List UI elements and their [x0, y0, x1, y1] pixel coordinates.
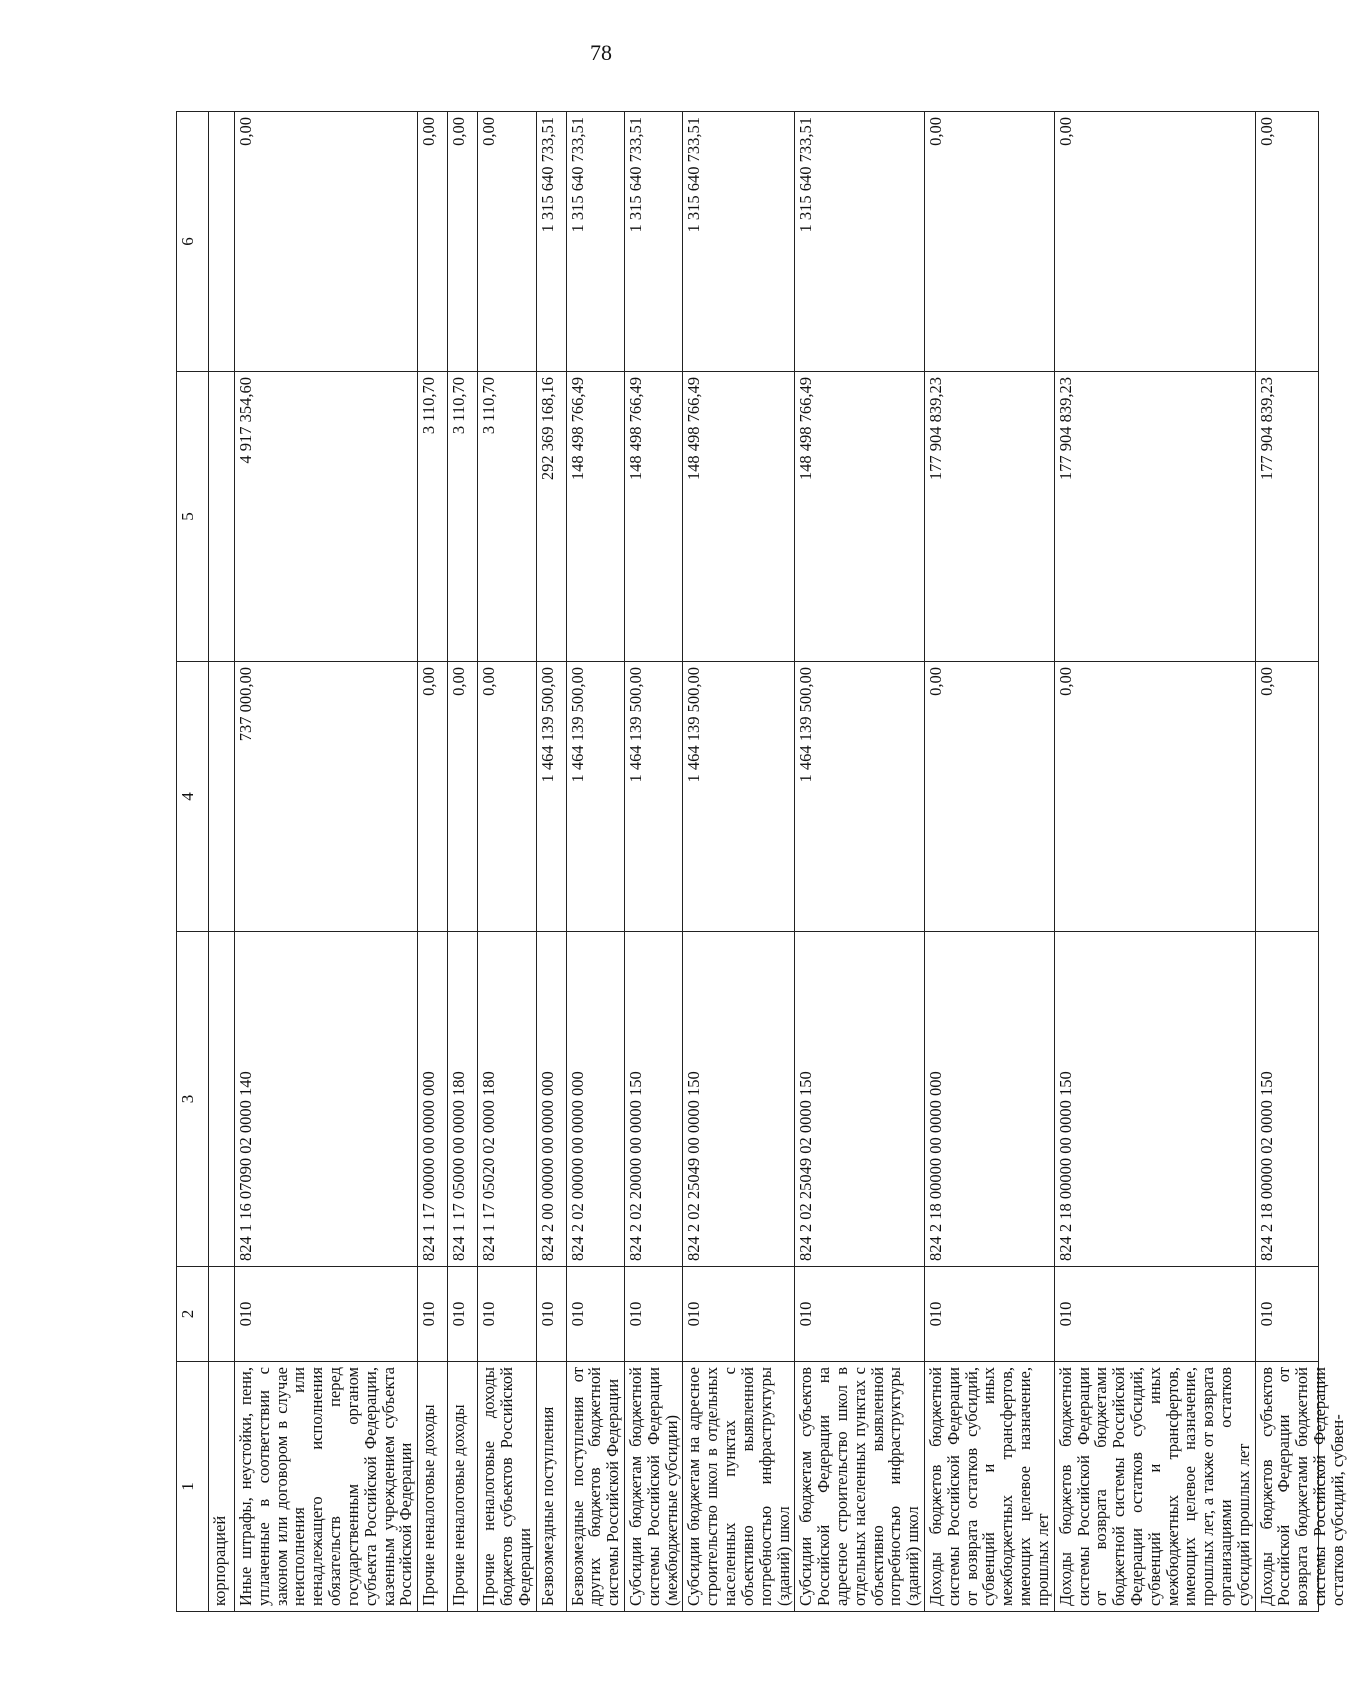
- table-row: [925, 112, 1055, 1612]
- table-row: [1054, 112, 1255, 1612]
- row-name: Доходы бюджетов субъектов Российской Федерации от возврата бюджетами бюджетной системы Российской Федерации остатков субсидий, субвен-: [1256, 1367, 1347, 1606]
- table-header-row: [177, 112, 209, 1612]
- table-row: [795, 112, 925, 1612]
- row-col6: 0,00: [448, 112, 478, 372]
- row-name: Доходы бюджетов бюджетной системы Российской Федерации от возврата бюджетами бюджетной системы Российской Федерации остатков субсидий, субвенций и иных межбюджетных трансфертов, имеющих целевое назначение, прошлых лет, а также от возврата организациями остатков субсидий прошлых лет: [1054, 1362, 1255, 1612]
- row-kbk: 824 2 18 00000 00 0000 000: [925, 932, 1055, 1267]
- table-row: [418, 112, 448, 1612]
- row-name: Иные штрафы, неустойки, пени, уплаченные в соответствии с законом или договором в случае неисполнения или ненадлежащего исполнения обязательств перед государственным органом субъекта Российской Федерации, казенным учреждением субъекта Российской Федерации: [235, 1362, 418, 1612]
- table-row: [1255, 112, 1318, 1612]
- row-col5: 177 904 839,23: [925, 372, 1055, 662]
- row-kbk: 824 1 16 07090 02 0000 140: [235, 932, 418, 1267]
- page-number: 78: [590, 40, 612, 65]
- row-col5: 148 498 766,49: [566, 372, 624, 662]
- table-row: [625, 112, 683, 1612]
- row-col6: 0,00: [478, 112, 536, 372]
- row-col4: 1 464 139 500,00: [536, 662, 566, 932]
- row-name: Субсидии бюджетам на адресное строительство школ в отдельных населенных пунктах с объективно выявленной потребностью инфраструктуры (зданий) школ: [683, 1362, 795, 1612]
- row-col5: 177 904 839,23: [1054, 372, 1255, 662]
- row-col4: 1 464 139 500,00: [566, 662, 624, 932]
- row-code: 010: [1255, 1267, 1318, 1362]
- table-row: [235, 112, 418, 1612]
- row-kbk: 824 2 00 00000 00 0000 000: [536, 932, 566, 1267]
- row-code: 010: [925, 1267, 1055, 1362]
- row-col5: 4 917 354,60: [235, 372, 418, 662]
- row-col6: 0,00: [418, 112, 448, 372]
- header-col-3: 3: [177, 932, 209, 1267]
- row-code: 010: [235, 1267, 418, 1362]
- header-col-2: 2: [177, 1267, 209, 1362]
- row-col4: 1 464 139 500,00: [683, 662, 795, 932]
- row-col5: 148 498 766,49: [683, 372, 795, 662]
- row-code: 010: [625, 1267, 683, 1362]
- table-row: [209, 112, 235, 1612]
- row-code: 010: [536, 1267, 566, 1362]
- row-code: 010: [478, 1267, 536, 1362]
- row-kbk: 824 2 02 20000 00 0000 150: [625, 932, 683, 1267]
- table-row: [683, 112, 795, 1612]
- row-name: Субсидии бюджетам субъектов Российской Федерации на адресное строительство школ в отдельных населенных пунктах с объективно выявленной потребностью инфраструктуры (зданий) школ: [795, 1362, 925, 1612]
- row-code: 010: [418, 1267, 448, 1362]
- row-col4: 0,00: [1054, 662, 1255, 932]
- row-code: 010: [683, 1267, 795, 1362]
- row-col4: 0,00: [418, 662, 448, 932]
- row-col4: 1 464 139 500,00: [625, 662, 683, 932]
- row-col5: [209, 372, 235, 662]
- row-kbk: 824 2 02 25049 02 0000 150: [795, 932, 925, 1267]
- table-row: [448, 112, 478, 1612]
- row-col5: 148 498 766,49: [795, 372, 925, 662]
- row-col5: 148 498 766,49: [625, 372, 683, 662]
- row-col5: 3 110,70: [418, 372, 448, 662]
- row-col6: 1 315 640 733,51: [566, 112, 624, 372]
- table-row: [478, 112, 536, 1612]
- table-row: [566, 112, 624, 1612]
- row-col4: 0,00: [448, 662, 478, 932]
- header-col-4: 4: [177, 662, 209, 932]
- row-col6: 1 315 640 733,51: [795, 112, 925, 372]
- row-col5: 292 369 168,16: [536, 372, 566, 662]
- rotated-table-container: [176, 112, 1347, 1612]
- row-name: Прочие неналоговые доходы: [448, 1362, 478, 1612]
- row-col6: 0,00: [1054, 112, 1255, 372]
- row-kbk: 824 1 17 05020 02 0000 180: [478, 932, 536, 1267]
- row-col6: 1 315 640 733,51: [625, 112, 683, 372]
- row-name: Безвозмездные поступления: [536, 1362, 566, 1612]
- row-kbk: 824 1 17 05000 00 0000 180: [448, 932, 478, 1267]
- budget-revenue-table: [176, 111, 1347, 1612]
- row-name: корпорацией: [209, 1362, 235, 1612]
- row-name: Прочие неналоговые доходы бюджетов субъектов Российской Федерации: [478, 1362, 536, 1612]
- row-code: 010: [448, 1267, 478, 1362]
- row-kbk: [209, 932, 235, 1267]
- row-col6: 1 315 640 733,51: [683, 112, 795, 372]
- row-col4: 737 000,00: [235, 662, 418, 932]
- header-col-6: 6: [177, 112, 209, 372]
- row-col5: 3 110,70: [448, 372, 478, 662]
- row-col4: [209, 662, 235, 932]
- row-kbk: 824 2 02 25049 00 0000 150: [683, 932, 795, 1267]
- row-name-cell: [1255, 1362, 1347, 1612]
- row-code: 010: [1054, 1267, 1255, 1362]
- table-row: [536, 112, 566, 1612]
- row-kbk: 824 2 18 00000 00 0000 150: [1054, 932, 1255, 1267]
- row-col6: 0,00: [925, 112, 1055, 372]
- row-name: Прочие неналоговые доходы: [418, 1362, 448, 1612]
- row-kbk: 824 2 18 00000 02 0000 150: [1255, 932, 1318, 1267]
- row-kbk: 824 2 02 00000 00 0000 000: [566, 932, 624, 1267]
- row-code: [209, 1267, 235, 1362]
- row-code: 010: [795, 1267, 925, 1362]
- row-name: Доходы бюджетов бюджетной системы Российской Федерации от возврата остатков субсидий, субвенций и иных межбюджетных трансфертов, имеющих целевое назначение, прошлых лет: [925, 1362, 1055, 1612]
- row-kbk: 824 1 17 00000 00 0000 000: [418, 932, 448, 1267]
- row-col5: 177 904 839,23: [1255, 372, 1318, 662]
- row-col4: 0,00: [1255, 662, 1318, 932]
- row-col6: [209, 112, 235, 372]
- row-col6: 0,00: [1255, 112, 1318, 372]
- row-col6: 1 315 640 733,51: [536, 112, 566, 372]
- row-col5: 3 110,70: [478, 372, 536, 662]
- row-col4: 1 464 139 500,00: [795, 662, 925, 932]
- row-code: 010: [566, 1267, 624, 1362]
- row-name: Безвозмездные поступления от других бюджетов бюджетной системы Российской Федерации: [566, 1362, 624, 1612]
- row-col4: 0,00: [925, 662, 1055, 932]
- header-col-5: 5: [177, 372, 209, 662]
- row-name: Субсидии бюджетам бюджетной системы Российской Федерации (межбюджетные субсидии): [625, 1362, 683, 1612]
- header-col-1: 1: [177, 1362, 209, 1612]
- row-col6: 0,00: [235, 112, 418, 372]
- row-col4: 0,00: [478, 662, 536, 932]
